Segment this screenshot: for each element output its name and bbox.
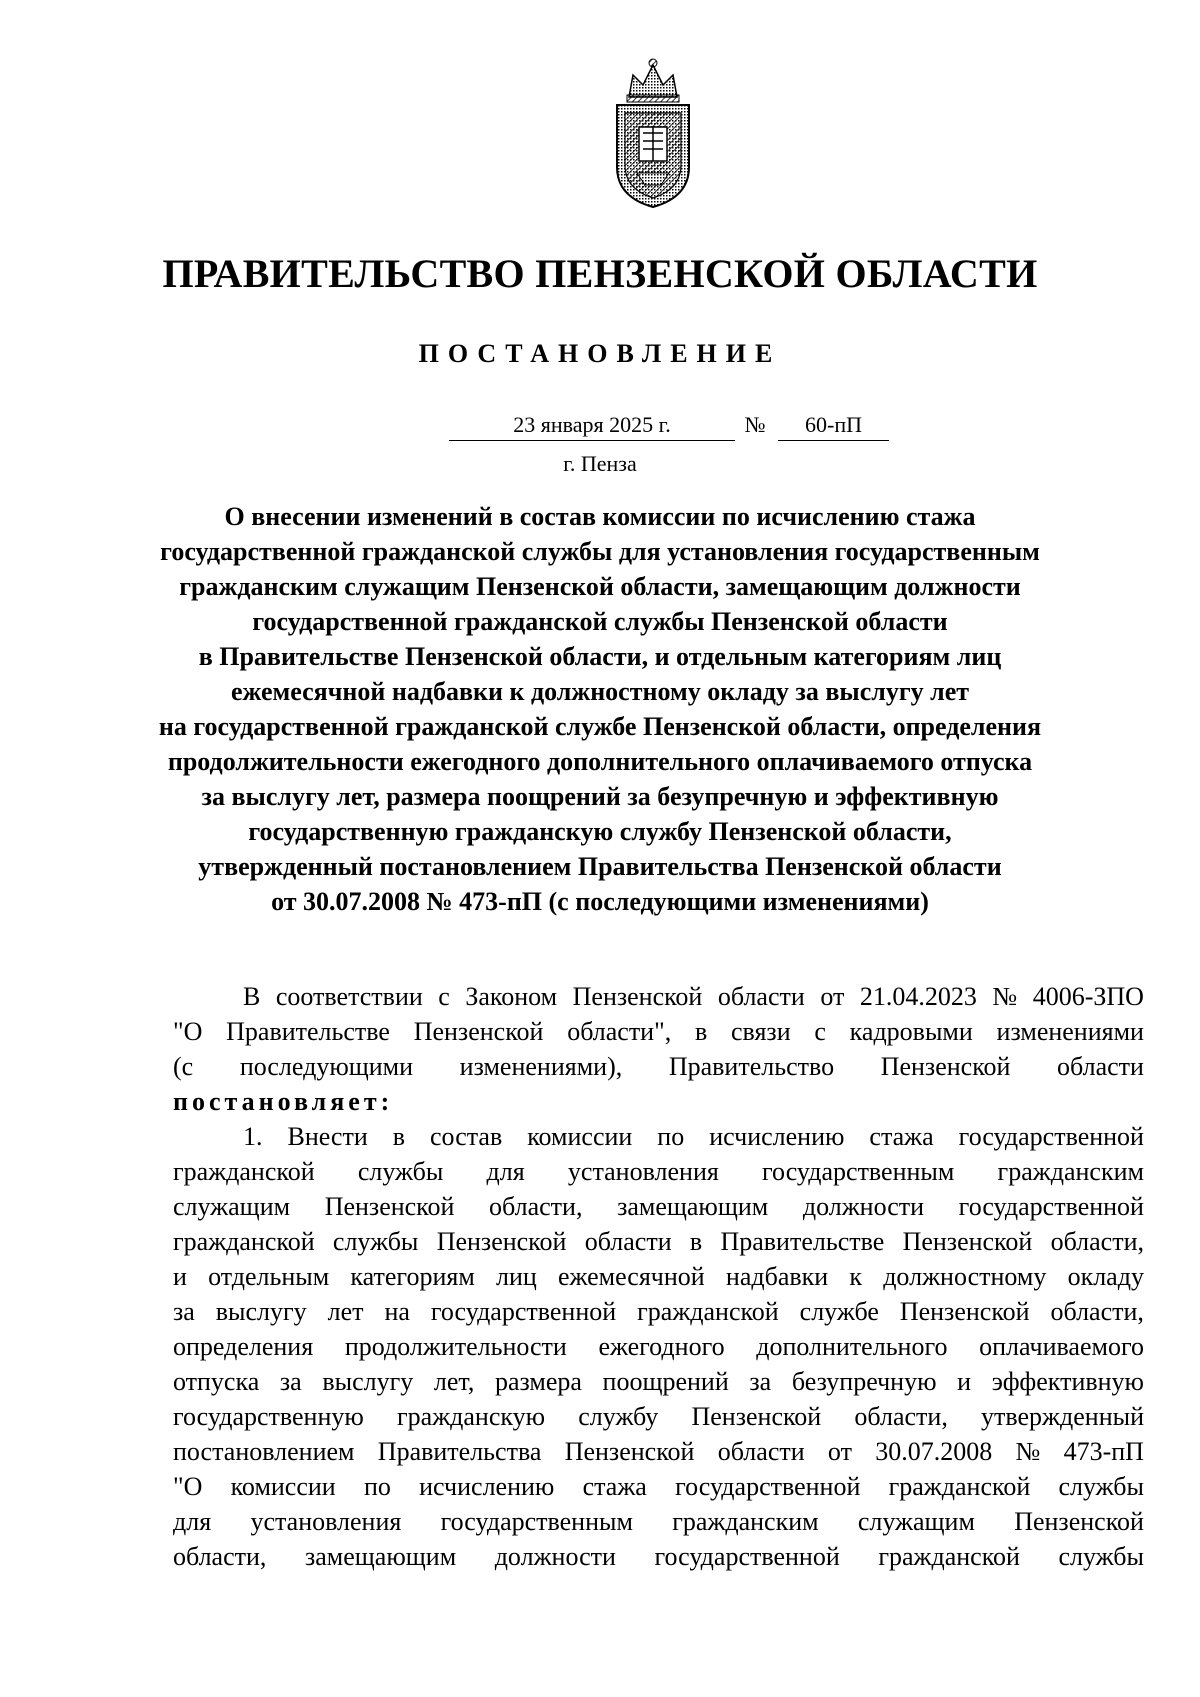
word: Пензенской bbox=[899, 1297, 1030, 1326]
word: дополнительного bbox=[756, 1332, 948, 1361]
word: в bbox=[689, 1227, 703, 1256]
word: лет, bbox=[433, 1367, 475, 1396]
word: службы bbox=[357, 1157, 444, 1186]
word: Пензенской bbox=[564, 1437, 695, 1466]
word: к bbox=[849, 1262, 863, 1291]
word: исчислению bbox=[419, 1472, 555, 1501]
word: замещающим bbox=[304, 1542, 457, 1571]
word: служащим bbox=[173, 1192, 291, 1221]
word: комиссии bbox=[527, 1122, 633, 1151]
subject-line: продолжительности ежегодного дополнительного оплачиваемого отпуска bbox=[167, 747, 1033, 776]
word: для bbox=[173, 1507, 212, 1536]
word: категориям bbox=[350, 1262, 475, 1291]
word: лиц bbox=[495, 1262, 537, 1291]
word: службы bbox=[332, 1227, 419, 1256]
word: Правительства bbox=[377, 1437, 542, 1466]
word: за bbox=[279, 1367, 302, 1396]
word: с bbox=[438, 982, 450, 1011]
word: государственным bbox=[440, 1507, 633, 1536]
word: замещающим bbox=[617, 1192, 769, 1221]
subject-line: от 30.07.2008 № 473-пП (с последующими изменениями) bbox=[271, 887, 929, 916]
word: службы bbox=[1058, 1472, 1144, 1501]
subject-line: на государственной гражданской службе Пензенской области, определения bbox=[158, 712, 1042, 741]
word: эффективную bbox=[991, 1367, 1144, 1396]
word: размера bbox=[494, 1367, 582, 1396]
word: государственной bbox=[654, 1542, 840, 1571]
body-line bbox=[173, 1227, 1144, 1261]
word: государственной bbox=[430, 1297, 617, 1326]
word: состав bbox=[430, 1122, 503, 1151]
word: службы bbox=[1058, 1542, 1144, 1571]
word: в bbox=[392, 1122, 406, 1151]
word: соответствии bbox=[275, 982, 423, 1011]
word: за bbox=[749, 1367, 772, 1396]
word: за bbox=[173, 1297, 195, 1326]
word: стажа bbox=[582, 1472, 647, 1501]
word: гражданской bbox=[637, 1297, 779, 1326]
word: области, bbox=[489, 1192, 583, 1221]
word: Правительство bbox=[668, 1052, 835, 1081]
word: окладу bbox=[1067, 1262, 1144, 1291]
word: Пензенской bbox=[691, 1402, 822, 1431]
word: № bbox=[992, 982, 1018, 1011]
city: г. Пенза bbox=[563, 451, 637, 476]
word: области bbox=[584, 1227, 672, 1256]
subject-line: государственной гражданской службы для установления государственным bbox=[160, 537, 1040, 566]
word: службе bbox=[799, 1297, 879, 1326]
document-number: 60-пП bbox=[778, 412, 889, 441]
word: Пензенской bbox=[324, 1192, 455, 1221]
word: Пензенской bbox=[1014, 1507, 1144, 1536]
word: области bbox=[1057, 1052, 1144, 1081]
subject-line: гражданским служащим Пензенской области, замещающим должности bbox=[179, 572, 1021, 601]
word: гражданским bbox=[672, 1507, 819, 1536]
word: в bbox=[694, 1017, 708, 1046]
word: выслугу bbox=[215, 1297, 307, 1326]
word: установления bbox=[250, 1507, 402, 1536]
body-line bbox=[173, 1507, 1144, 1541]
body-line bbox=[173, 1262, 1144, 1296]
word: Пензенской bbox=[413, 1017, 544, 1046]
word: Законом bbox=[465, 982, 558, 1011]
word: лет bbox=[327, 1297, 364, 1326]
word: и bbox=[173, 1262, 187, 1291]
word: области bbox=[717, 982, 805, 1011]
word: области, bbox=[1050, 1227, 1144, 1256]
word: гражданскую bbox=[397, 1402, 546, 1431]
body-line bbox=[173, 1017, 1144, 1051]
body-line bbox=[243, 1122, 1144, 1156]
word: по bbox=[657, 1122, 685, 1151]
body-line bbox=[173, 1157, 1144, 1191]
word: продолжительности bbox=[344, 1332, 567, 1361]
word: государственной bbox=[958, 1122, 1144, 1151]
word: 30.07.2008 bbox=[875, 1437, 993, 1466]
word: установления bbox=[567, 1157, 719, 1186]
word: "О bbox=[173, 1472, 203, 1501]
decision-word: постановляет: bbox=[173, 1087, 394, 1116]
word: гражданской bbox=[173, 1227, 315, 1256]
word: области, bbox=[173, 1542, 267, 1571]
subject-line: утвержденный постановлением Правительства Пензенской области bbox=[198, 852, 1002, 881]
word: Пензенской bbox=[436, 1227, 567, 1256]
word: последующими bbox=[239, 1052, 414, 1081]
word: от bbox=[820, 982, 845, 1011]
word: области, bbox=[1050, 1297, 1144, 1326]
body-line bbox=[173, 1402, 1144, 1436]
word: служащим bbox=[857, 1507, 975, 1536]
document-type: ПОСТАНОВЛЕНИЕ bbox=[418, 339, 782, 368]
word: гражданским bbox=[997, 1157, 1144, 1186]
word: утвержденный bbox=[981, 1402, 1144, 1431]
word: (с bbox=[173, 1052, 194, 1081]
subject-line: О внесении изменений в состав комиссии по исчислению стажа bbox=[224, 502, 976, 531]
body-line bbox=[173, 1437, 1144, 1471]
coat-of-arms-emblem bbox=[603, 57, 703, 209]
body-line bbox=[173, 1297, 1144, 1331]
word: Правительстве bbox=[720, 1227, 885, 1256]
word: В bbox=[243, 982, 261, 1011]
word: отпуска bbox=[173, 1367, 260, 1396]
number-sign: № bbox=[744, 412, 766, 437]
word: гражданской bbox=[888, 1472, 1031, 1501]
word: государственной bbox=[675, 1472, 861, 1501]
word: ежегодного bbox=[598, 1332, 725, 1361]
body-line bbox=[173, 1192, 1144, 1226]
word: Пензенской bbox=[880, 1052, 1011, 1081]
word: Внести bbox=[287, 1122, 368, 1151]
word: 473-пП bbox=[1063, 1437, 1144, 1466]
body-line bbox=[173, 1052, 1144, 1086]
word: от bbox=[827, 1437, 852, 1466]
word: комиссии bbox=[230, 1472, 336, 1501]
word: надбавки bbox=[725, 1262, 829, 1291]
subject-line: за выслугу лет, размера поощрений за безупречную и эффективную bbox=[201, 782, 999, 811]
word: ежемесячной bbox=[557, 1262, 705, 1291]
word: должностному bbox=[883, 1262, 1047, 1291]
body-line bbox=[173, 1472, 1144, 1506]
word: по bbox=[363, 1472, 391, 1501]
word: безупречную bbox=[791, 1367, 937, 1396]
word: постановлением bbox=[173, 1437, 355, 1466]
word: определения bbox=[173, 1332, 314, 1361]
word: на bbox=[384, 1297, 410, 1326]
word: отдельным bbox=[208, 1262, 330, 1291]
word: государственную bbox=[173, 1402, 364, 1431]
word: 4006-ЗПО bbox=[1032, 982, 1144, 1011]
word: государственной bbox=[958, 1192, 1144, 1221]
word: области bbox=[717, 1437, 805, 1466]
word: изменениями bbox=[996, 1017, 1144, 1046]
document-date: 23 января 2025 г. bbox=[449, 412, 735, 441]
subject-line: в Правительстве Пензенской области, и отдельным категориям лиц bbox=[198, 642, 1002, 671]
word: изменениями), bbox=[459, 1052, 623, 1081]
word: Правительстве bbox=[226, 1017, 390, 1046]
government-title: ПРАВИТЕЛЬСТВО ПЕНЗЕНСКОЙ ОБЛАСТИ bbox=[162, 251, 1038, 296]
word: выслугу bbox=[322, 1367, 414, 1396]
word: № bbox=[1015, 1437, 1041, 1466]
subject-line: государственной гражданской службы Пензенской области bbox=[252, 607, 948, 636]
word: "О bbox=[173, 1017, 203, 1046]
word: области", bbox=[567, 1017, 672, 1046]
word: с bbox=[814, 1017, 826, 1046]
word: должности bbox=[494, 1542, 616, 1571]
word: Пензенской bbox=[902, 1227, 1033, 1256]
word: стажа bbox=[869, 1122, 934, 1151]
word: государственным bbox=[762, 1157, 955, 1186]
word: гражданской bbox=[878, 1542, 1020, 1571]
word: связи bbox=[731, 1017, 791, 1046]
word: службу bbox=[578, 1402, 659, 1431]
body-line bbox=[243, 982, 1144, 1016]
subject-line: государственную гражданскую службу Пензенской области, bbox=[248, 817, 952, 846]
body-line bbox=[173, 1542, 1144, 1576]
word: и bbox=[957, 1367, 972, 1396]
word: 21.04.2023 bbox=[859, 982, 977, 1011]
word: кадровыми bbox=[849, 1017, 973, 1046]
word: поощрений bbox=[602, 1367, 729, 1396]
word: гражданской bbox=[173, 1157, 315, 1186]
word: для bbox=[486, 1157, 525, 1186]
word: должности bbox=[802, 1192, 925, 1221]
word: оплачиваемого bbox=[979, 1332, 1144, 1361]
body-line bbox=[173, 1367, 1144, 1401]
word: 1. bbox=[243, 1122, 263, 1151]
word: области, bbox=[854, 1402, 948, 1431]
word: исчислению bbox=[709, 1122, 845, 1151]
subject-line: ежемесячной надбавки к должностному окладу за выслугу лет bbox=[230, 677, 970, 706]
word: Пензенской bbox=[572, 982, 703, 1011]
body-line bbox=[173, 1332, 1144, 1366]
